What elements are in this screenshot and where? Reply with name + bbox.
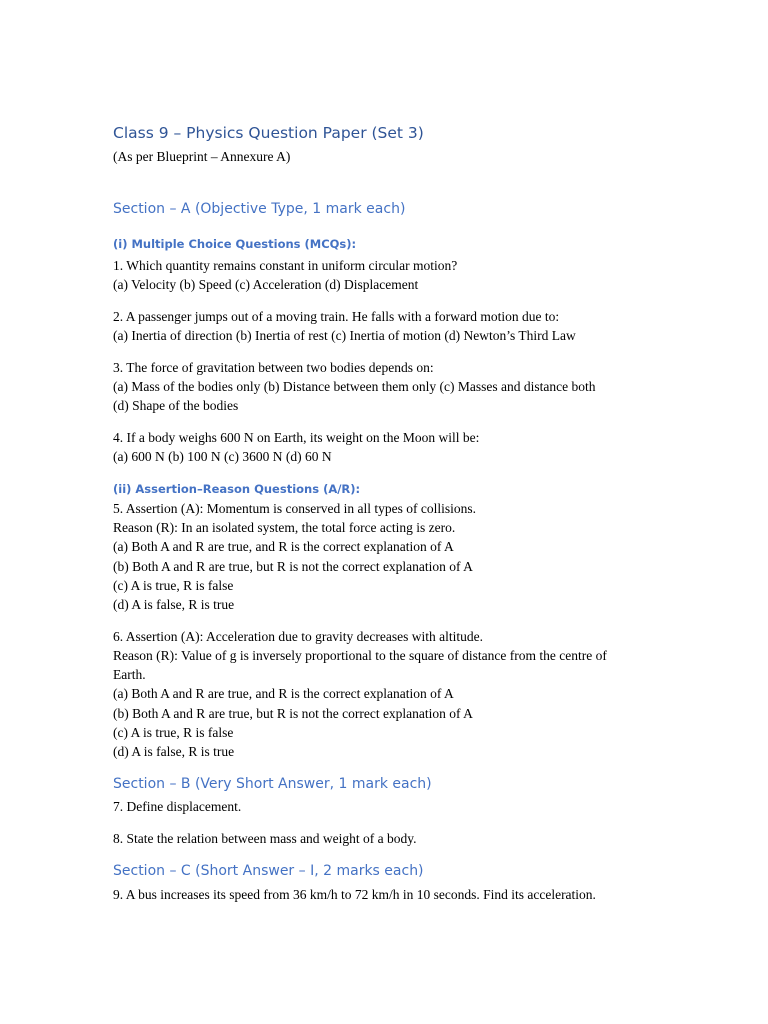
q9-question: 9. A bus increases its speed from 36 km/h to 72 km/h in 10 seconds. Find its acceleration. [113, 887, 596, 902]
q4-question: 4. If a body weighs 600 N on Earth, its weight on the Moon will be: [113, 430, 480, 445]
q8-question: 8. State the relation between mass and weight of a body. [113, 831, 417, 846]
q6-option-a: (a) Both A and R are true, and R is the correct explanation of A [113, 686, 454, 701]
q6-option-b: (b) Both A and R are true, but R is not the correct explanation of A [113, 706, 473, 721]
q6-reason-line1: Reason (R): Value of g is inversely proportional to the square of distance from the centre of [113, 648, 607, 663]
mcq-subheading: (i) Multiple Choice Questions (MCQs): [113, 237, 357, 251]
q4-options: (a) 600 N (b) 100 N (c) 3600 N (d) 60 N [113, 449, 332, 464]
q2-options: (a) Inertia of direction (b) Inertia of rest (c) Inertia of motion (d) Newton’s Third Law [113, 328, 576, 343]
q5-option-d: (d) A is false, R is true [113, 597, 235, 612]
section-a-heading: Section – A (Objective Type, 1 mark each) [113, 201, 406, 217]
q6-option-d: (d) A is false, R is true [113, 744, 235, 759]
q5-option-b: (b) Both A and R are true, but R is not the correct explanation of A [113, 559, 473, 574]
assertion-reason-subheading: (ii) Assertion–Reason Questions (A/R): [113, 482, 361, 496]
q1-question: 1. Which quantity remains constant in uniform circular motion? [113, 258, 458, 273]
q6-option-c: (c) A is true, R is false [113, 725, 234, 740]
q3-options-line2: (d) Shape of the bodies [113, 398, 239, 413]
section-b-heading: Section – B (Very Short Answer, 1 mark each) [113, 776, 432, 792]
q1-options: (a) Velocity (b) Speed (c) Acceleration (d) Displacement [113, 277, 419, 292]
q5-option-c: (c) A is true, R is false [113, 578, 234, 593]
q5-assertion: 5. Assertion (A): Momentum is conserved in all types of collisions. [113, 501, 476, 516]
q7-question: 7. Define displacement. [113, 799, 242, 814]
q5-option-a: (a) Both A and R are true, and R is the correct explanation of A [113, 539, 454, 554]
paper-title: Class 9 – Physics Question Paper (Set 3) [113, 124, 424, 142]
q3-question: 3. The force of gravitation between two bodies depends on: [113, 360, 434, 375]
q2-question: 2. A passenger jumps out of a moving train. He falls with a forward motion due to: [113, 309, 560, 324]
paper-subtitle: (As per Blueprint – Annexure A) [113, 149, 291, 164]
section-c-heading: Section – C (Short Answer – I, 2 marks each) [113, 863, 424, 879]
q6-reason-line2: Earth. [113, 667, 146, 682]
q3-options-line1: (a) Mass of the bodies only (b) Distance between them only (c) Masses and distance both [113, 379, 596, 394]
q5-reason: Reason (R): In an isolated system, the total force acting is zero. [113, 520, 456, 535]
q6-assertion: 6. Assertion (A): Acceleration due to gravity decreases with altitude. [113, 629, 484, 644]
